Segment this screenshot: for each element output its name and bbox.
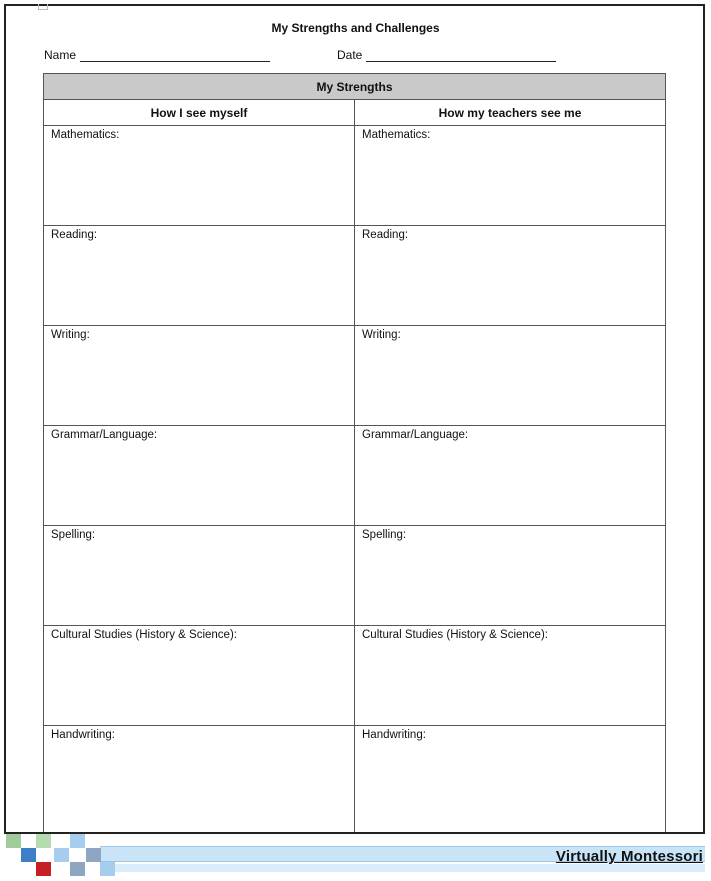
logo-square: [100, 862, 115, 876]
cell-self-handwriting[interactable]: Handwriting:: [44, 726, 355, 836]
table-row: [44, 426, 666, 526]
cell-self-grammar[interactable]: Grammar/Language:: [44, 426, 355, 526]
cell-teachers-writing[interactable]: Writing:: [355, 326, 666, 426]
table-row: [44, 626, 666, 726]
date-label: Date: [337, 48, 363, 62]
cell-self-writing[interactable]: Writing:: [44, 326, 355, 426]
logo-square: [70, 834, 85, 848]
date-blank-line[interactable]: [366, 48, 556, 62]
cell-teachers-cultural-studies[interactable]: Cultural Studies (History & Science):: [355, 626, 666, 726]
cell-teachers-reading[interactable]: Reading:: [355, 226, 666, 326]
cell-self-mathematics[interactable]: Mathematics:: [44, 126, 355, 226]
logo-square: [86, 848, 101, 862]
strengths-table: [43, 73, 666, 836]
logo-square: [21, 848, 36, 862]
column-header-self: How I see myself: [44, 100, 355, 126]
page-title: My Strengths and Challenges: [271, 21, 440, 35]
table-row: [44, 726, 666, 836]
logo-square: [36, 862, 51, 876]
cell-teachers-spelling[interactable]: Spelling:: [355, 526, 666, 626]
name-label: Name: [44, 48, 77, 62]
cell-teachers-grammar[interactable]: Grammar/Language:: [355, 426, 666, 526]
table-row: [44, 126, 666, 226]
column-header-teachers: How my teachers see me: [355, 100, 666, 126]
footer-stripe-lower: [100, 864, 705, 872]
table-row: [44, 226, 666, 326]
logo-square: [6, 834, 21, 848]
name-blank-line[interactable]: [80, 48, 270, 62]
corner-mark: [38, 4, 48, 10]
logo-square: [54, 848, 69, 862]
cell-self-spelling[interactable]: Spelling:: [44, 526, 355, 626]
brand-name: Virtually Montessori: [555, 848, 703, 865]
table-row: [44, 326, 666, 426]
cell-teachers-mathematics[interactable]: Mathematics:: [355, 126, 666, 226]
logo-square: [36, 834, 51, 848]
cell-teachers-handwriting[interactable]: Handwriting:: [355, 726, 666, 836]
logo-mosaic-icon: [6, 834, 116, 879]
name-field: [44, 48, 270, 62]
section-header: My Strengths: [44, 74, 666, 100]
footer-banner: [4, 832, 705, 877]
date-field: [337, 48, 556, 62]
logo-square: [70, 862, 85, 876]
table-row: [44, 526, 666, 626]
cell-self-cultural-studies[interactable]: Cultural Studies (History & Science):: [44, 626, 355, 726]
cell-self-reading[interactable]: Reading:: [44, 226, 355, 326]
